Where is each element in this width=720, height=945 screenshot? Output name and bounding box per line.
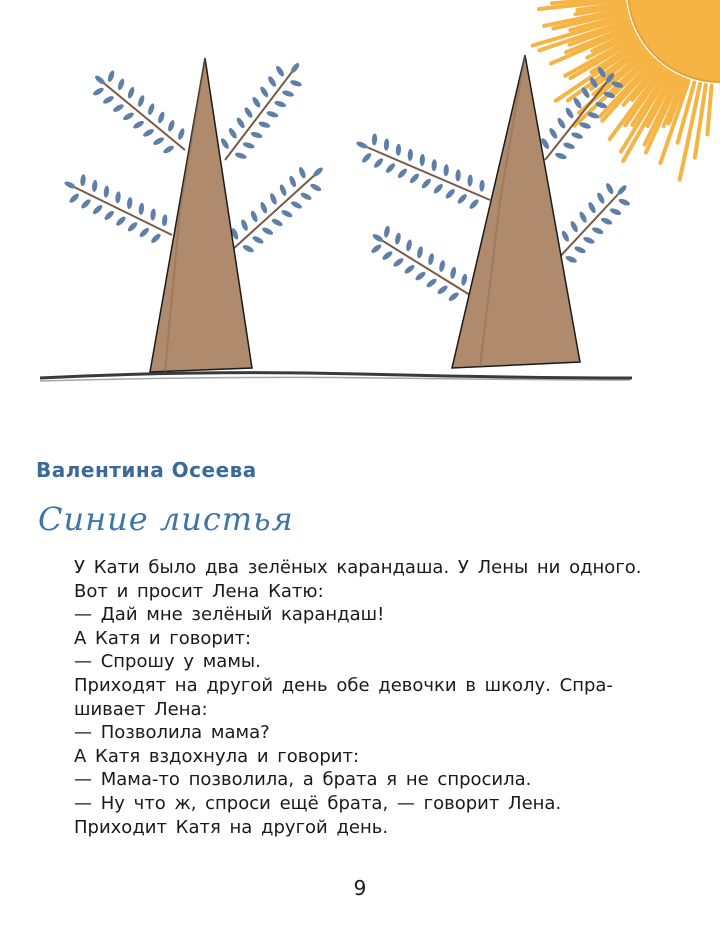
leaf bbox=[251, 235, 264, 245]
leaf bbox=[152, 136, 165, 147]
leaf bbox=[92, 86, 105, 97]
author-name: Валентина Осеева bbox=[36, 458, 257, 482]
leaf bbox=[251, 96, 262, 109]
leaf bbox=[569, 220, 579, 233]
leaf bbox=[479, 180, 485, 192]
leaf bbox=[107, 70, 116, 83]
left-tree bbox=[63, 58, 324, 372]
leaf bbox=[243, 106, 254, 119]
leaf bbox=[600, 216, 613, 225]
leaf bbox=[361, 152, 373, 164]
leaf bbox=[447, 291, 460, 303]
leaf bbox=[91, 180, 97, 192]
leaf bbox=[438, 260, 446, 273]
leaf bbox=[596, 192, 606, 205]
branch bbox=[100, 80, 185, 150]
leaf bbox=[420, 177, 432, 189]
leaf bbox=[259, 201, 268, 214]
leaf bbox=[468, 198, 480, 210]
story-line: шивает Лена: bbox=[74, 698, 208, 720]
leaf bbox=[300, 191, 313, 201]
leaf bbox=[68, 192, 80, 204]
leaf bbox=[384, 138, 390, 150]
story-line: — Позволила мама? bbox=[74, 722, 270, 744]
leaf bbox=[405, 239, 413, 252]
leaf bbox=[394, 232, 402, 245]
leaf bbox=[142, 128, 155, 139]
leaf bbox=[460, 273, 468, 286]
leaf bbox=[396, 167, 408, 179]
leaf bbox=[449, 266, 457, 279]
leaf bbox=[137, 94, 146, 107]
leaf bbox=[259, 85, 270, 98]
leaf bbox=[573, 245, 586, 254]
story-line: Вот и просит Лена Катю: bbox=[74, 580, 324, 602]
branch bbox=[362, 145, 490, 200]
leaf bbox=[115, 191, 121, 203]
branch bbox=[378, 238, 470, 295]
leaf bbox=[242, 244, 255, 254]
leaf bbox=[548, 127, 559, 140]
leaf bbox=[103, 185, 109, 197]
leaf bbox=[407, 149, 413, 161]
leaf bbox=[250, 131, 263, 140]
story-line: А Катя и говорит: bbox=[74, 627, 252, 649]
leaf bbox=[455, 169, 461, 181]
leaf bbox=[582, 236, 595, 245]
leaf bbox=[444, 188, 456, 200]
leaf bbox=[605, 182, 615, 195]
leaf bbox=[419, 154, 425, 166]
leaf bbox=[565, 255, 578, 264]
leaf bbox=[381, 250, 394, 262]
branch bbox=[232, 172, 318, 250]
leaf bbox=[355, 140, 368, 150]
branch bbox=[545, 78, 610, 160]
leaf bbox=[91, 204, 103, 216]
leaf bbox=[157, 111, 166, 124]
branch bbox=[555, 190, 622, 262]
leaf bbox=[162, 144, 175, 155]
leaf bbox=[578, 211, 588, 224]
leaf bbox=[271, 217, 284, 227]
leaf bbox=[126, 197, 132, 209]
leaf bbox=[112, 103, 125, 114]
leaf bbox=[275, 65, 286, 78]
leaf bbox=[554, 152, 567, 161]
leaf bbox=[150, 232, 162, 244]
leaf bbox=[269, 192, 278, 205]
leaf bbox=[267, 75, 278, 88]
story-line: — Мама-то позволила, а брата я не спросила. bbox=[74, 769, 532, 791]
leaf bbox=[234, 151, 247, 160]
leaf bbox=[564, 107, 575, 120]
leaf bbox=[150, 208, 156, 220]
leaf bbox=[416, 246, 424, 259]
leaf bbox=[289, 79, 302, 88]
page-number: 9 bbox=[353, 876, 367, 900]
leaf bbox=[408, 172, 420, 184]
leaf bbox=[138, 203, 144, 215]
leaf bbox=[618, 197, 631, 206]
leaf bbox=[274, 100, 287, 109]
leaf bbox=[80, 198, 92, 210]
leaf bbox=[126, 221, 138, 233]
sun-drawing bbox=[527, 0, 720, 180]
leaf bbox=[290, 200, 303, 210]
leaf bbox=[372, 133, 378, 145]
story-text bbox=[74, 556, 674, 839]
leaf bbox=[177, 127, 186, 140]
leaf bbox=[227, 127, 238, 140]
leaf bbox=[127, 86, 136, 99]
story-line: — Дай мне зелёный карандаш! bbox=[74, 604, 385, 626]
leaf bbox=[560, 230, 570, 243]
leaf bbox=[240, 219, 249, 232]
leaf bbox=[431, 159, 437, 171]
leaf bbox=[383, 225, 391, 238]
story-line: А Катя вздохнула и говорит: bbox=[74, 745, 360, 767]
leaf bbox=[117, 78, 126, 91]
leaf bbox=[102, 95, 115, 106]
leaf bbox=[571, 131, 584, 140]
leaf bbox=[427, 253, 435, 266]
leaf bbox=[609, 207, 622, 216]
leaf bbox=[456, 193, 468, 205]
leaf bbox=[395, 144, 401, 156]
sun-ray bbox=[707, 86, 711, 135]
leaf bbox=[587, 201, 597, 214]
leaf bbox=[373, 157, 385, 169]
story-line: У Кати было два зелёных карандаша. У Лены ни одного. bbox=[74, 557, 642, 578]
leaf bbox=[103, 209, 115, 221]
branch bbox=[70, 185, 172, 235]
leaf bbox=[309, 182, 322, 192]
leaf bbox=[282, 89, 295, 98]
story-line: — Ну что ж, спроси ещё брата, — говорит Лена. bbox=[74, 792, 562, 814]
leaf bbox=[562, 141, 575, 150]
leaf bbox=[467, 174, 473, 186]
leaf bbox=[425, 277, 438, 289]
leaf bbox=[147, 103, 156, 116]
story-line: Приходит Катя на другой день. bbox=[74, 816, 389, 838]
leaf bbox=[235, 116, 246, 129]
leaf bbox=[278, 184, 287, 197]
leaf bbox=[392, 257, 405, 269]
leaf bbox=[436, 284, 449, 296]
leaf bbox=[250, 210, 259, 223]
leaf bbox=[591, 226, 604, 235]
leaf bbox=[280, 209, 293, 219]
leaf bbox=[414, 270, 427, 282]
leaf bbox=[258, 120, 271, 129]
leaf bbox=[219, 137, 230, 150]
story-line: — Спрошу у мамы. bbox=[74, 651, 261, 673]
leaf bbox=[80, 174, 86, 186]
leaf bbox=[122, 111, 135, 122]
leaf bbox=[63, 180, 76, 190]
leaf bbox=[261, 226, 274, 236]
branch bbox=[225, 68, 295, 160]
leaf bbox=[132, 119, 145, 130]
leaf bbox=[384, 162, 396, 174]
leaf bbox=[266, 110, 279, 119]
leaf bbox=[370, 243, 383, 255]
leaf bbox=[443, 164, 449, 176]
leaf bbox=[115, 215, 127, 227]
leaf bbox=[167, 119, 176, 132]
leaf bbox=[161, 214, 167, 226]
leaf bbox=[298, 166, 307, 179]
leaf bbox=[138, 226, 150, 238]
story-title: Синие листья bbox=[38, 500, 294, 538]
leaf bbox=[242, 141, 255, 150]
leaf bbox=[403, 264, 416, 276]
leaf bbox=[432, 183, 444, 195]
story-line: Приходят на другой день обе девочки в школу. Спра- bbox=[74, 674, 613, 696]
leaf bbox=[556, 117, 567, 130]
leaf bbox=[288, 175, 297, 188]
illustration bbox=[0, 0, 720, 400]
